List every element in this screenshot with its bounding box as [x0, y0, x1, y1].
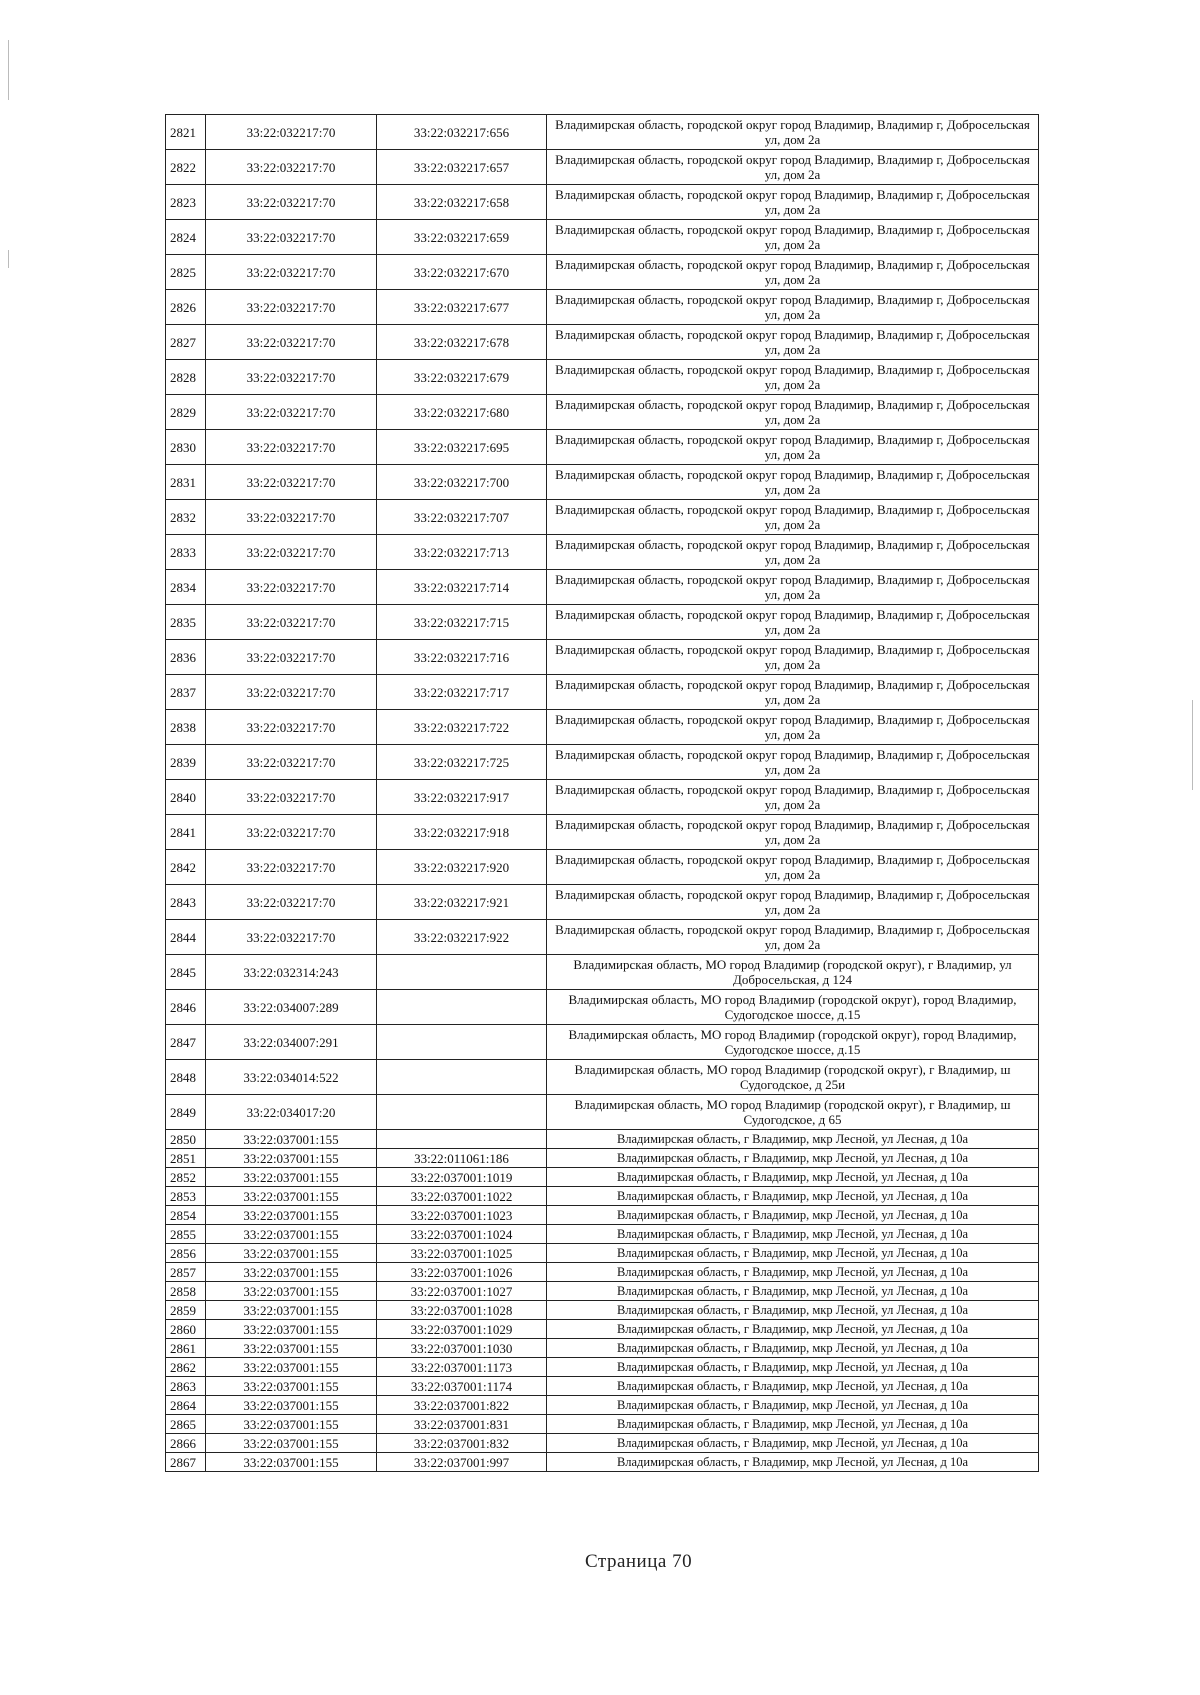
parcel-cadastral-number-cell: 33:22:032217:70: [206, 605, 377, 640]
row-number-cell: 2845: [166, 955, 206, 990]
address-cell: Владимирская область, городской округ город Владимир, Владимир г, Добросельская ул, дом 2а: [547, 360, 1039, 395]
address-cell: Владимирская область, г Владимир, мкр Лесной, ул Лесная, д 10а: [547, 1130, 1039, 1149]
object-cadastral-number-cell: 33:22:037001:1027: [377, 1282, 547, 1301]
row-number-cell: 2847: [166, 1025, 206, 1060]
address-cell: Владимирская область, г Владимир, мкр Лесной, ул Лесная, д 10а: [547, 1206, 1039, 1225]
table-row: [166, 1453, 1039, 1472]
page-footer: Страница 70: [585, 1551, 693, 1572]
object-cadastral-number-cell: 33:22:037001:1022: [377, 1187, 547, 1206]
parcel-cadastral-number-cell: 33:22:032217:70: [206, 850, 377, 885]
parcel-cadastral-number-cell: 33:22:032217:70: [206, 360, 377, 395]
address-cell: Владимирская область, городской округ город Владимир, Владимир г, Добросельская ул, дом 2а: [547, 920, 1039, 955]
object-cadastral-number-cell: 33:22:032217:680: [377, 395, 547, 430]
table-row: [166, 885, 1039, 920]
parcel-cadastral-number-cell: 33:22:037001:155: [206, 1244, 377, 1263]
address-cell: Владимирская область, г Владимир, мкр Лесной, ул Лесная, д 10а: [547, 1263, 1039, 1282]
row-number-cell: 2851: [166, 1149, 206, 1168]
address-cell: Владимирская область, городской округ город Владимир, Владимир г, Добросельская ул, дом 2а: [547, 430, 1039, 465]
row-number-cell: 2856: [166, 1244, 206, 1263]
object-cadastral-number-cell: 33:22:032217:677: [377, 290, 547, 325]
object-cadastral-number-cell: 33:22:037001:1023: [377, 1206, 547, 1225]
address-cell: Владимирская область, городской округ город Владимир, Владимир г, Добросельская ул, дом 2а: [547, 675, 1039, 710]
object-cadastral-number-cell: 33:22:032217:714: [377, 570, 547, 605]
object-cadastral-number-cell: [377, 1060, 547, 1095]
row-number-cell: 2826: [166, 290, 206, 325]
object-cadastral-number-cell: 33:22:037001:1029: [377, 1320, 547, 1339]
object-cadastral-number-cell: 33:22:037001:832: [377, 1434, 547, 1453]
address-cell: Владимирская область, городской округ город Владимир, Владимир г, Добросельская ул, дом 2а: [547, 500, 1039, 535]
address-cell: Владимирская область, городской округ город Владимир, Владимир г, Добросельская ул, дом 2а: [547, 290, 1039, 325]
parcel-cadastral-number-cell: 33:22:032217:70: [206, 640, 377, 675]
address-cell: Владимирская область, г Владимир, мкр Лесной, ул Лесная, д 10а: [547, 1187, 1039, 1206]
row-number-cell: 2844: [166, 920, 206, 955]
parcel-cadastral-number-cell: 33:22:037001:155: [206, 1130, 377, 1149]
row-number-cell: 2836: [166, 640, 206, 675]
row-number-cell: 2864: [166, 1396, 206, 1415]
table-row: [166, 920, 1039, 955]
address-cell: Владимирская область, городской округ город Владимир, Владимир г, Добросельская ул, дом 2а: [547, 570, 1039, 605]
address-cell: Владимирская область, городской округ город Владимир, Владимир г, Добросельская ул, дом 2а: [547, 605, 1039, 640]
address-cell: Владимирская область, г Владимир, мкр Лесной, ул Лесная, д 10а: [547, 1244, 1039, 1263]
parcel-cadastral-number-cell: 33:22:037001:155: [206, 1415, 377, 1434]
table-row: [166, 500, 1039, 535]
address-cell: Владимирская область, г Владимир, мкр Лесной, ул Лесная, д 10а: [547, 1434, 1039, 1453]
address-cell: Владимирская область, МО город Владимир (городской округ), г Владимир, ул Добросельская, д 124: [547, 955, 1039, 990]
object-cadastral-number-cell: 33:22:037001:822: [377, 1396, 547, 1415]
address-cell: Владимирская область, г Владимир, мкр Лесной, ул Лесная, д 10а: [547, 1168, 1039, 1187]
table-row: [166, 1187, 1039, 1206]
parcel-cadastral-number-cell: 33:22:032217:70: [206, 780, 377, 815]
address-cell: Владимирская область, г Владимир, мкр Лесной, ул Лесная, д 10а: [547, 1225, 1039, 1244]
object-cadastral-number-cell: 33:22:032217:725: [377, 745, 547, 780]
row-number-cell: 2860: [166, 1320, 206, 1339]
parcel-cadastral-number-cell: 33:22:032217:70: [206, 185, 377, 220]
object-cadastral-number-cell: 33:22:037001:831: [377, 1415, 547, 1434]
object-cadastral-number-cell: [377, 955, 547, 990]
table-row: [166, 1225, 1039, 1244]
address-cell: Владимирская область, городской округ город Владимир, Владимир г, Добросельская ул, дом 2а: [547, 465, 1039, 500]
object-cadastral-number-cell: 33:22:032217:920: [377, 850, 547, 885]
row-number-cell: 2838: [166, 710, 206, 745]
address-cell: Владимирская область, городской округ город Владимир, Владимир г, Добросельская ул, дом 2а: [547, 185, 1039, 220]
address-cell: Владимирская область, городской округ город Владимир, Владимир г, Добросельская ул, дом 2а: [547, 150, 1039, 185]
address-cell: Владимирская область, городской округ город Владимир, Владимир г, Добросельская ул, дом 2а: [547, 395, 1039, 430]
object-cadastral-number-cell: 33:22:032217:716: [377, 640, 547, 675]
parcel-cadastral-number-cell: 33:22:037001:155: [206, 1149, 377, 1168]
row-number-cell: 2839: [166, 745, 206, 780]
address-cell: Владимирская область, г Владимир, мкр Лесной, ул Лесная, д 10а: [547, 1339, 1039, 1358]
table-row: [166, 1060, 1039, 1095]
object-cadastral-number-cell: [377, 1095, 547, 1130]
address-cell: Владимирская область, г Владимир, мкр Лесной, ул Лесная, д 10а: [547, 1301, 1039, 1320]
address-cell: Владимирская область, МО город Владимир (городской округ), город Владимир, Судогодское шоссе, д.15: [547, 990, 1039, 1025]
row-number-cell: 2822: [166, 150, 206, 185]
address-cell: Владимирская область, городской округ город Владимир, Владимир г, Добросельская ул, дом 2а: [547, 850, 1039, 885]
address-cell: Владимирская область, г Владимир, мкр Лесной, ул Лесная, д 10а: [547, 1358, 1039, 1377]
cadastral-table: [165, 114, 1039, 1472]
row-number-cell: 2832: [166, 500, 206, 535]
parcel-cadastral-number-cell: 33:22:032217:70: [206, 430, 377, 465]
parcel-cadastral-number-cell: 33:22:037001:155: [206, 1301, 377, 1320]
row-number-cell: 2848: [166, 1060, 206, 1095]
parcel-cadastral-number-cell: 33:22:032217:70: [206, 465, 377, 500]
address-cell: Владимирская область, городской округ город Владимир, Владимир г, Добросельская ул, дом 2а: [547, 710, 1039, 745]
address-cell: Владимирская область, городской округ город Владимир, Владимир г, Добросельская ул, дом 2а: [547, 640, 1039, 675]
table-row: [166, 1301, 1039, 1320]
address-cell: Владимирская область, МО город Владимир (городской округ), г Владимир, ш Судогодское, д 65: [547, 1095, 1039, 1130]
address-cell: Владимирская область, городской округ город Владимир, Владимир г, Добросельская ул, дом 2а: [547, 255, 1039, 290]
object-cadastral-number-cell: [377, 1025, 547, 1060]
object-cadastral-number-cell: 33:22:037001:1024: [377, 1225, 547, 1244]
row-number-cell: 2858: [166, 1282, 206, 1301]
table-row: [166, 185, 1039, 220]
object-cadastral-number-cell: 33:22:032217:921: [377, 885, 547, 920]
table-row: [166, 815, 1039, 850]
address-cell: Владимирская область, городской округ город Владимир, Владимир г, Добросельская ул, дом 2а: [547, 220, 1039, 255]
object-cadastral-number-cell: 33:22:032217:658: [377, 185, 547, 220]
parcel-cadastral-number-cell: 33:22:032217:70: [206, 395, 377, 430]
address-cell: Владимирская область, городской округ город Владимир, Владимир г, Добросельская ул, дом 2а: [547, 815, 1039, 850]
row-number-cell: 2834: [166, 570, 206, 605]
parcel-cadastral-number-cell: 33:22:032217:70: [206, 325, 377, 360]
object-cadastral-number-cell: 33:22:032217:918: [377, 815, 547, 850]
row-number-cell: 2829: [166, 395, 206, 430]
parcel-cadastral-number-cell: 33:22:037001:155: [206, 1377, 377, 1396]
parcel-cadastral-number-cell: 33:22:032217:70: [206, 220, 377, 255]
row-number-cell: 2825: [166, 255, 206, 290]
parcel-cadastral-number-cell: 33:22:032217:70: [206, 815, 377, 850]
row-number-cell: 2843: [166, 885, 206, 920]
object-cadastral-number-cell: 33:22:037001:1174: [377, 1377, 547, 1396]
parcel-cadastral-number-cell: 33:22:037001:155: [206, 1453, 377, 1472]
object-cadastral-number-cell: 33:22:032217:715: [377, 605, 547, 640]
table-row: [166, 745, 1039, 780]
table-row: [166, 1095, 1039, 1130]
table-row: [166, 150, 1039, 185]
object-cadastral-number-cell: 33:22:032217:717: [377, 675, 547, 710]
row-number-cell: 2861: [166, 1339, 206, 1358]
row-number-cell: 2833: [166, 535, 206, 570]
row-number-cell: 2853: [166, 1187, 206, 1206]
row-number-cell: 2835: [166, 605, 206, 640]
parcel-cadastral-number-cell: 33:22:032217:70: [206, 570, 377, 605]
row-number-cell: 2828: [166, 360, 206, 395]
address-cell: Владимирская область, г Владимир, мкр Лесной, ул Лесная, д 10а: [547, 1396, 1039, 1415]
parcel-cadastral-number-cell: 33:22:037001:155: [206, 1225, 377, 1244]
object-cadastral-number-cell: 33:22:032217:922: [377, 920, 547, 955]
row-number-cell: 2867: [166, 1453, 206, 1472]
parcel-cadastral-number-cell: 33:22:032217:70: [206, 675, 377, 710]
row-number-cell: 2855: [166, 1225, 206, 1244]
table-row: [166, 710, 1039, 745]
address-cell: Владимирская область, городской округ город Владимир, Владимир г, Добросельская ул, дом 2а: [547, 885, 1039, 920]
table-row: [166, 430, 1039, 465]
parcel-cadastral-number-cell: 33:22:037001:155: [206, 1282, 377, 1301]
parcel-cadastral-number-cell: 33:22:037001:155: [206, 1396, 377, 1415]
table-row: [166, 1339, 1039, 1358]
parcel-cadastral-number-cell: 33:22:037001:155: [206, 1339, 377, 1358]
object-cadastral-number-cell: 33:22:032217:695: [377, 430, 547, 465]
row-number-cell: 2830: [166, 430, 206, 465]
address-cell: Владимирская область, городской округ город Владимир, Владимир г, Добросельская ул, дом 2а: [547, 745, 1039, 780]
object-cadastral-number-cell: [377, 1130, 547, 1149]
table-row: [166, 955, 1039, 990]
scan-edge-mark: [8, 250, 9, 268]
row-number-cell: 2863: [166, 1377, 206, 1396]
row-number-cell: 2831: [166, 465, 206, 500]
table-row: [166, 675, 1039, 710]
parcel-cadastral-number-cell: 33:22:037001:155: [206, 1206, 377, 1225]
scan-edge-mark: [1192, 700, 1193, 790]
table-row: [166, 1263, 1039, 1282]
parcel-cadastral-number-cell: 33:22:032217:70: [206, 745, 377, 780]
object-cadastral-number-cell: 33:22:032217:707: [377, 500, 547, 535]
row-number-cell: 2862: [166, 1358, 206, 1377]
parcel-cadastral-number-cell: 33:22:037001:155: [206, 1187, 377, 1206]
table-row: [166, 1149, 1039, 1168]
parcel-cadastral-number-cell: 33:22:032217:70: [206, 290, 377, 325]
row-number-cell: 2821: [166, 115, 206, 150]
address-cell: Владимирская область, г Владимир, мкр Лесной, ул Лесная, д 10а: [547, 1415, 1039, 1434]
scan-edge-mark: [8, 40, 9, 100]
row-number-cell: 2846: [166, 990, 206, 1025]
row-number-cell: 2837: [166, 675, 206, 710]
table-row: [166, 325, 1039, 360]
table-row: [166, 220, 1039, 255]
table-row: [166, 255, 1039, 290]
table-row: [166, 360, 1039, 395]
table-row: [166, 1396, 1039, 1415]
address-cell: Владимирская область, г Владимир, мкр Лесной, ул Лесная, д 10а: [547, 1282, 1039, 1301]
object-cadastral-number-cell: 33:22:037001:1025: [377, 1244, 547, 1263]
parcel-cadastral-number-cell: 33:22:032217:70: [206, 885, 377, 920]
row-number-cell: 2849: [166, 1095, 206, 1130]
address-cell: Владимирская область, г Владимир, мкр Лесной, ул Лесная, д 10а: [547, 1149, 1039, 1168]
table-row: [166, 1415, 1039, 1434]
row-number-cell: 2840: [166, 780, 206, 815]
address-cell: Владимирская область, городской округ город Владимир, Владимир г, Добросельская ул, дом 2а: [547, 115, 1039, 150]
table-row: [166, 640, 1039, 675]
table-row: [166, 780, 1039, 815]
table-row: [166, 395, 1039, 430]
parcel-cadastral-number-cell: 33:22:037001:155: [206, 1434, 377, 1453]
table-row: [166, 1358, 1039, 1377]
table-row: [166, 1434, 1039, 1453]
row-number-cell: 2854: [166, 1206, 206, 1225]
object-cadastral-number-cell: 33:22:037001:1173: [377, 1358, 547, 1377]
object-cadastral-number-cell: 33:22:032217:656: [377, 115, 547, 150]
table-row: [166, 570, 1039, 605]
table-row: [166, 1206, 1039, 1225]
object-cadastral-number-cell: 33:22:037001:1026: [377, 1263, 547, 1282]
table-row: [166, 465, 1039, 500]
parcel-cadastral-number-cell: 33:22:037001:155: [206, 1168, 377, 1187]
object-cadastral-number-cell: 33:22:032217:670: [377, 255, 547, 290]
parcel-cadastral-number-cell: 33:22:032217:70: [206, 710, 377, 745]
table-row: [166, 535, 1039, 570]
table-row: [166, 1168, 1039, 1187]
parcel-cadastral-number-cell: 33:22:032217:70: [206, 500, 377, 535]
table-row: [166, 1320, 1039, 1339]
table-row: [166, 115, 1039, 150]
parcel-cadastral-number-cell: 33:22:037001:155: [206, 1263, 377, 1282]
table-row: [166, 1025, 1039, 1060]
row-number-cell: 2857: [166, 1263, 206, 1282]
object-cadastral-number-cell: 33:22:037001:1019: [377, 1168, 547, 1187]
parcel-cadastral-number-cell: 33:22:037001:155: [206, 1358, 377, 1377]
row-number-cell: 2850: [166, 1130, 206, 1149]
parcel-cadastral-number-cell: 33:22:034007:289: [206, 990, 377, 1025]
parcel-cadastral-number-cell: 33:22:032217:70: [206, 535, 377, 570]
object-cadastral-number-cell: 33:22:032217:722: [377, 710, 547, 745]
parcel-cadastral-number-cell: 33:22:034007:291: [206, 1025, 377, 1060]
table-row: [166, 1130, 1039, 1149]
object-cadastral-number-cell: 33:22:032217:659: [377, 220, 547, 255]
object-cadastral-number-cell: 33:22:032217:713: [377, 535, 547, 570]
row-number-cell: 2859: [166, 1301, 206, 1320]
table-row: [166, 850, 1039, 885]
parcel-cadastral-number-cell: 33:22:032314:243: [206, 955, 377, 990]
address-cell: Владимирская область, городской округ город Владимир, Владимир г, Добросельская ул, дом 2а: [547, 535, 1039, 570]
object-cadastral-number-cell: 33:22:011061:186: [377, 1149, 547, 1168]
parcel-cadastral-number-cell: 33:22:032217:70: [206, 150, 377, 185]
parcel-cadastral-number-cell: 33:22:032217:70: [206, 115, 377, 150]
object-cadastral-number-cell: 33:22:032217:700: [377, 465, 547, 500]
object-cadastral-number-cell: [377, 990, 547, 1025]
table-row: [166, 990, 1039, 1025]
row-number-cell: 2827: [166, 325, 206, 360]
address-cell: Владимирская область, городской округ город Владимир, Владимир г, Добросельская ул, дом 2а: [547, 780, 1039, 815]
row-number-cell: 2824: [166, 220, 206, 255]
address-cell: Владимирская область, МО город Владимир (городской округ), г Владимир, ш Судогодское, д 25и: [547, 1060, 1039, 1095]
address-cell: Владимирская область, г Владимир, мкр Лесной, ул Лесная, д 10а: [547, 1453, 1039, 1472]
table-row: [166, 1377, 1039, 1396]
row-number-cell: 2866: [166, 1434, 206, 1453]
address-cell: Владимирская область, г Владимир, мкр Лесной, ул Лесная, д 10а: [547, 1320, 1039, 1339]
row-number-cell: 2852: [166, 1168, 206, 1187]
table-row: [166, 290, 1039, 325]
parcel-cadastral-number-cell: 33:22:032217:70: [206, 255, 377, 290]
row-number-cell: 2865: [166, 1415, 206, 1434]
object-cadastral-number-cell: 33:22:032217:678: [377, 325, 547, 360]
table-row: [166, 1282, 1039, 1301]
row-number-cell: 2823: [166, 185, 206, 220]
object-cadastral-number-cell: 33:22:037001:1028: [377, 1301, 547, 1320]
address-cell: Владимирская область, МО город Владимир (городской округ), город Владимир, Судогодское шоссе, д.15: [547, 1025, 1039, 1060]
table-row: [166, 605, 1039, 640]
address-cell: Владимирская область, г Владимир, мкр Лесной, ул Лесная, д 10а: [547, 1377, 1039, 1396]
parcel-cadastral-number-cell: 33:22:032217:70: [206, 920, 377, 955]
cadastral-table-body: [166, 115, 1039, 1472]
table-row: [166, 1244, 1039, 1263]
object-cadastral-number-cell: 33:22:037001:1030: [377, 1339, 547, 1358]
address-cell: Владимирская область, городской округ город Владимир, Владимир г, Добросельская ул, дом 2а: [547, 325, 1039, 360]
object-cadastral-number-cell: 33:22:032217:917: [377, 780, 547, 815]
parcel-cadastral-number-cell: 33:22:037001:155: [206, 1320, 377, 1339]
parcel-cadastral-number-cell: 33:22:034017:20: [206, 1095, 377, 1130]
row-number-cell: 2842: [166, 850, 206, 885]
parcel-cadastral-number-cell: 33:22:034014:522: [206, 1060, 377, 1095]
object-cadastral-number-cell: 33:22:032217:657: [377, 150, 547, 185]
row-number-cell: 2841: [166, 815, 206, 850]
object-cadastral-number-cell: 33:22:032217:679: [377, 360, 547, 395]
object-cadastral-number-cell: 33:22:037001:997: [377, 1453, 547, 1472]
